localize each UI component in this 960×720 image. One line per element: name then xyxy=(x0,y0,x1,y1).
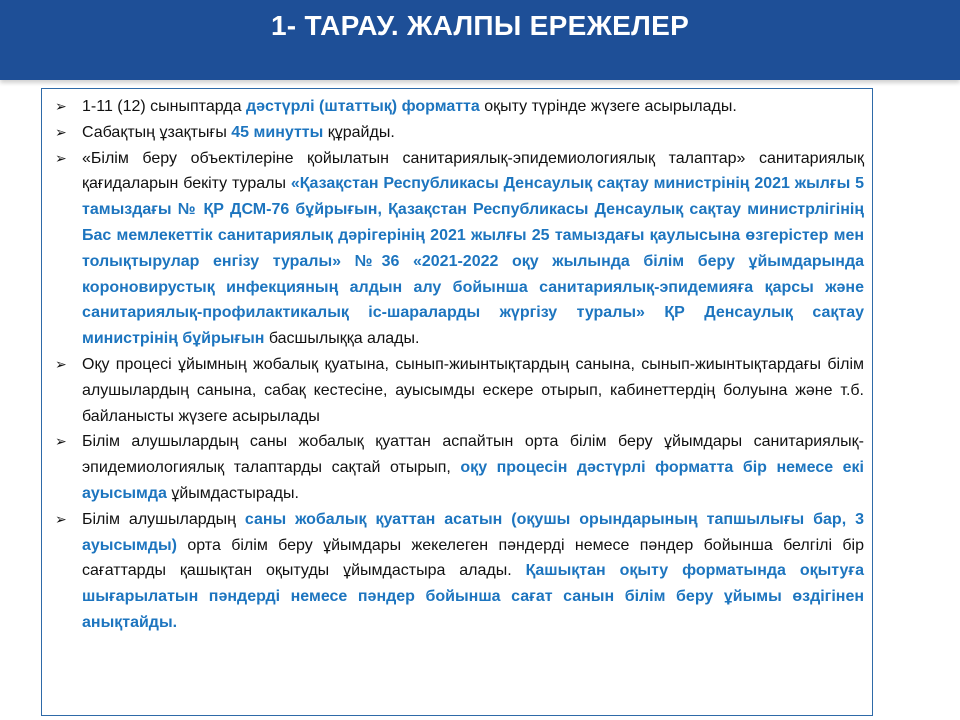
list-item xyxy=(52,429,864,506)
arrow-bullet-icon: ➢ xyxy=(55,355,67,372)
arrow-bullet-icon: ➢ xyxy=(55,123,67,140)
list-item xyxy=(52,507,864,636)
list-item xyxy=(52,94,864,120)
arrow-bullet-icon: ➢ xyxy=(55,510,67,527)
page-title: 1- ТАРАУ. ЖАЛПЫ ЕРЕЖЕЛЕР xyxy=(270,10,690,41)
list-item xyxy=(52,120,864,146)
item-text: Сабақтың ұзақтығы 45 минутты құрайды. xyxy=(82,123,395,141)
list-item xyxy=(52,146,864,352)
rules-list xyxy=(52,94,864,636)
list-item xyxy=(52,352,864,429)
item-text: «Білім беру объектілеріне қойылатын санитариялық-эпидемиологиялық талаптар» санитариялық қағидаларын бекіту туралы «Қазақстан Республикасы Денсаулық сақтау министрінің 2021 жылғы 5 тамыздағы № ҚР ДСМ-76 бұйрығын, Қазақстан Республикасы Денсаулық сақтау министрлігінің Бас мемлекеттік санитариялық дәрігерінің 2021 жылғы 25 тамыздағы қаулысына өзгерістер мен толықтырулар енгізу туралы» №36 «2021-2022 оқу жылында білім беру ұйымдарында короновирустық инфекцияның алдын алу бойынша санитариялық-эпидемияға қарсы және санитариялық-профилактикалық іс-шараларды жүргізу туралы» ҚР Денсаулық сақтау министрінің бұйрығын басшылыққа алады. xyxy=(82,149,864,348)
item-text: Білім алушылардың саны жобалық қуаттан аспайтын орта білім беру ұйымдары санитариялық-эпидемиологиялық талаптарды сақтай отырып, оқу процесін дәстүрлі форматта бір немесе екі ауысымда ұйымдастырады. xyxy=(82,433,865,502)
arrow-bullet-icon: ➢ xyxy=(55,98,67,114)
header-bar xyxy=(0,0,960,80)
content-box xyxy=(41,88,873,716)
item-text: 1-11 (12) сыныптарда дәстүрлі (штаттық) форматта оқыту түрінде жүзеге асырылады. xyxy=(82,98,737,115)
arrow-bullet-icon: ➢ xyxy=(55,433,67,450)
arrow-bullet-icon: ➢ xyxy=(55,149,67,166)
item-text: Оқу процесі ұйымның жобалық қуатына, сынып-жиынтықтардың санына, сынып-жиынтықтардағы білім алушылардың санына, сабақ кестесіне, ауысымды ескере отырып, кабинеттердің болуына және т.б. байланысты жүзеге асырылады xyxy=(82,355,864,425)
item-text: Білім алушылардың саны жобалық қуаттан асатын (оқушы орындарының тапшылығы бар, 3 ауысымды) орта білім беру ұйымдары жекелеген пәндерді немесе пәндер бойынша белгілі бір сағаттарды қашықтан оқытуды ұйымдастыра алады. Қашықтан оқыту форматында оқытуға шығарылатын пәндерді немесе пәндер бойынша сағат санын білім беру ұйымы өздігінен анықтайды. xyxy=(82,510,864,631)
